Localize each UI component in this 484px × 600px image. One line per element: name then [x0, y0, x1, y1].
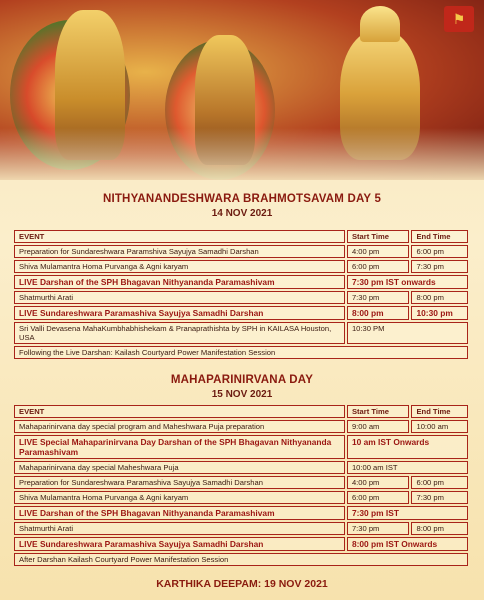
event-cell-live: LIVE Darshan of the SPH Bhagavan Nithyananda Paramashivam: [14, 275, 345, 289]
table-row: [14, 522, 468, 535]
day5-schedule-table: [12, 228, 470, 361]
table-row: [14, 322, 468, 344]
table-row: [14, 537, 468, 551]
header-end-time: End Time: [411, 405, 468, 418]
start-cell: 8:00 pm IST Onwards: [347, 537, 468, 551]
event-cell: Mahaparinirvana day special Maheshwara Puja: [14, 461, 345, 474]
table-row: [14, 291, 468, 304]
end-cell: 7:30 pm: [411, 491, 468, 504]
table-row: [14, 306, 468, 320]
end-cell: 7:30 pm: [411, 260, 468, 273]
end-cell: 8:00 pm: [411, 522, 468, 535]
start-cell: 4:00 pm: [347, 476, 410, 489]
table-row: [14, 346, 468, 359]
guru-crown: [360, 6, 400, 42]
event-cell-live: LIVE Sundareshwara Paramashiva Sayujya Samadhi Darshan: [14, 306, 345, 320]
karthika-deepam-footer: KARTHIKA DEEPAM: 19 NOV 2021: [156, 578, 328, 590]
event-cell: Mahaparinirvana day special program and Maheshwara Puja preparation: [14, 420, 345, 433]
mahaparinirvana-schedule-table: [12, 403, 470, 568]
start-cell: 4:00 pm: [347, 245, 410, 258]
header-end-time: End Time: [411, 230, 468, 243]
end-cell: 8:00 pm: [411, 291, 468, 304]
table-row: [14, 435, 468, 459]
end-cell: 6:00 pm: [411, 476, 468, 489]
event-cell: Shatmurthi Arati: [14, 291, 345, 304]
hero-banner: [0, 0, 484, 180]
day5-date: 14 NOV 2021: [211, 208, 273, 219]
table-header-row: [14, 230, 468, 243]
start-cell: 7:30 pm IST onwards: [347, 275, 468, 289]
event-cell: Preparation for Sundareshwara Paramshiva Sayujya Samadhi Darshan: [14, 245, 345, 258]
table-row: [14, 275, 468, 289]
start-cell: 6:00 pm: [347, 491, 410, 504]
event-cell-note: After Darshan Kailash Courtyard Power Manifestation Session: [14, 553, 468, 566]
start-cell: 9:00 am: [347, 420, 410, 433]
table-row: [14, 476, 468, 489]
start-cell: 10 am IST Onwards: [347, 435, 468, 459]
event-cell-note: Following the Live Darshan: Kailash Courtyard Power Manifestation Session: [14, 346, 468, 359]
table-header-row: [14, 405, 468, 418]
start-cell: 10:30 PM: [347, 322, 468, 344]
start-cell: 7:30 pm IST: [347, 506, 468, 520]
mahaparinirvana-title: MAHAPARINIRVANA DAY: [170, 374, 314, 386]
event-cell: Shiva Mulamantra Homa Purvanga & Agni karyam: [14, 491, 345, 504]
event-cell: Shatmurthi Arati: [14, 522, 345, 535]
table-row: [14, 491, 468, 504]
kailasa-flag-icon: ⚑: [444, 6, 474, 32]
event-cell: Preparation for Sundareshwara Paramashiva Sayujya Samadhi Darshan: [14, 476, 345, 489]
event-cell: Sri Valli Devasena MahaKumbhabhishekam & Pranaprathishta by SPH in KAILASA Houston, USA: [14, 322, 345, 344]
end-cell: 10:30 pm: [411, 306, 468, 320]
start-cell: 8:00 pm: [347, 306, 410, 320]
header-event: EVENT: [14, 405, 345, 418]
event-cell-live: LIVE Special Mahaparinirvana Day Darshan of the SPH Bhagavan Nithyananda Paramashivam: [14, 435, 345, 459]
table-row: [14, 506, 468, 520]
header-start-time: Start Time: [347, 230, 410, 243]
day5-title: NITHYANANDESHWARA BRAHMOTSAVAM DAY 5: [102, 193, 382, 205]
event-cell-live: LIVE Darshan of the SPH Bhagavan Nithyananda Paramashivam: [14, 506, 345, 520]
header-start-time: Start Time: [347, 405, 410, 418]
hero-fade: [0, 128, 484, 180]
table-row: [14, 245, 468, 258]
start-cell: 6:00 pm: [347, 260, 410, 273]
table-row: [14, 260, 468, 273]
mahaparinirvana-date: 15 NOV 2021: [211, 389, 273, 400]
table-row: [14, 553, 468, 566]
start-cell: 7:30 pm: [347, 291, 410, 304]
start-cell: 10:00 am IST: [347, 461, 468, 474]
event-cell: Shiva Mulamantra Homa Purvanga & Agni karyam: [14, 260, 345, 273]
header-event: EVENT: [14, 230, 345, 243]
event-cell-live: LIVE Sundareshwara Paramashiva Sayujya Samadhi Darshan: [14, 537, 345, 551]
table-row: [14, 420, 468, 433]
table-row: [14, 461, 468, 474]
start-cell: 7:30 pm: [347, 522, 410, 535]
end-cell: 10:00 am: [411, 420, 468, 433]
end-cell: 6:00 pm: [411, 245, 468, 258]
